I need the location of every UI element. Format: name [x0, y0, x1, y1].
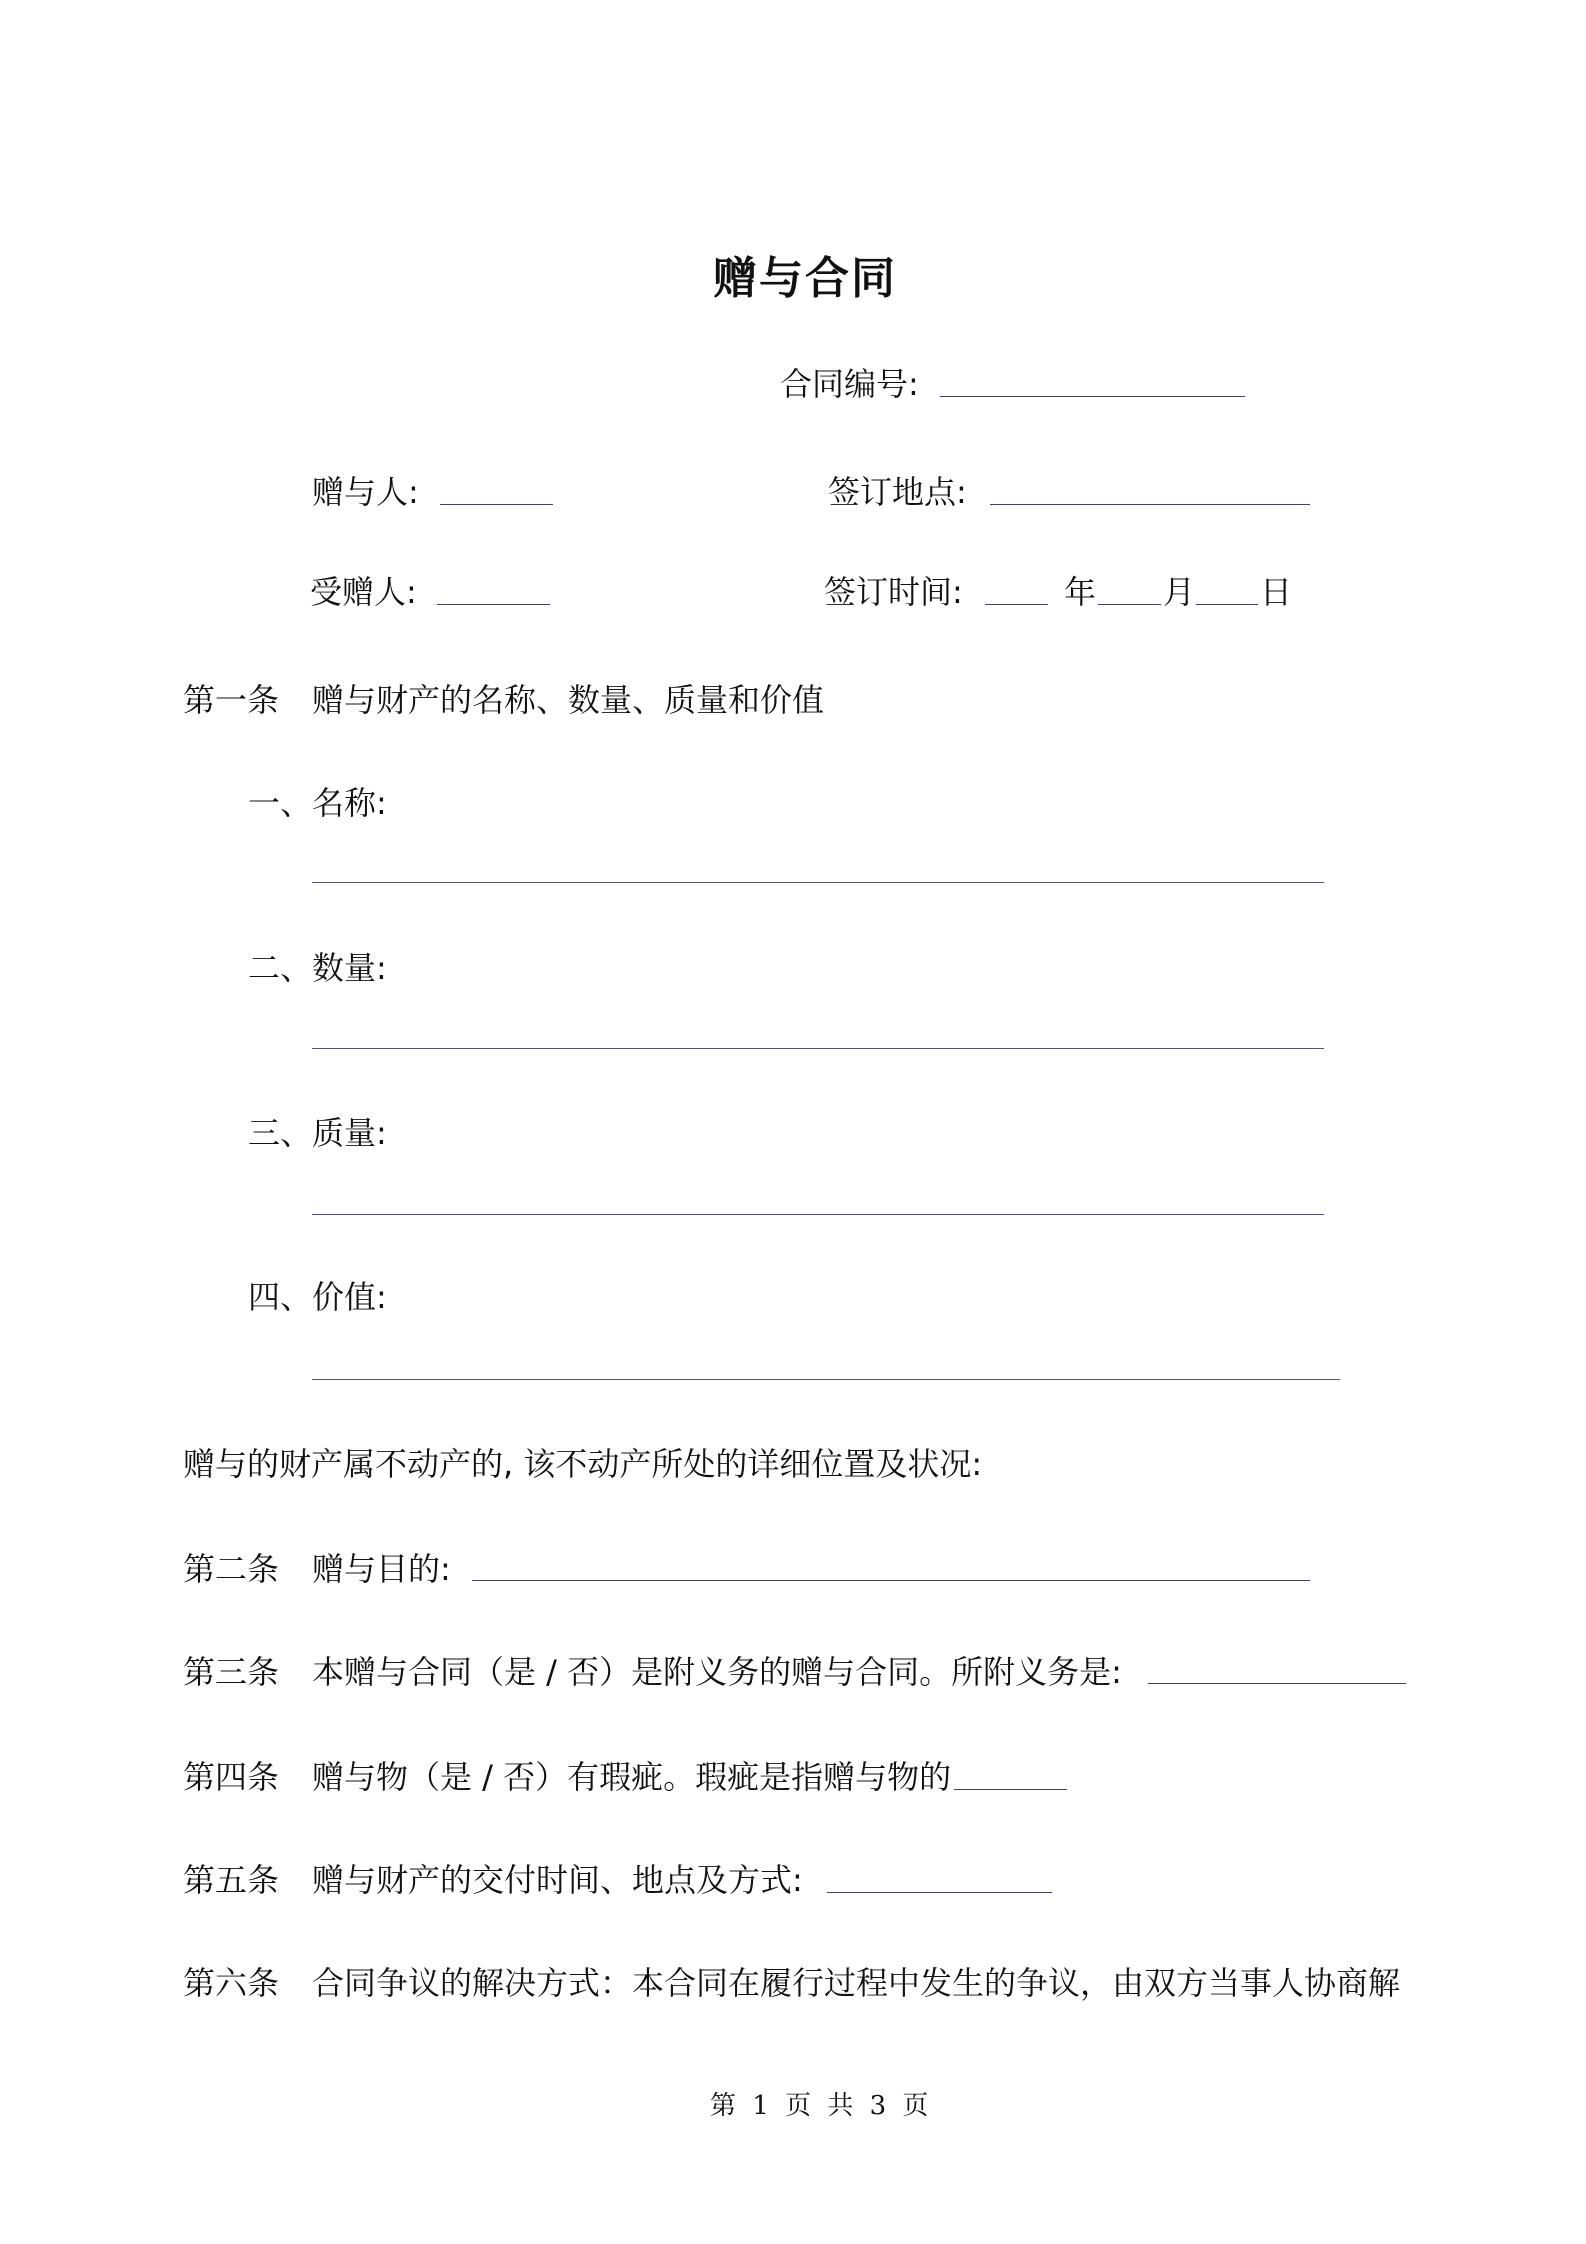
article1-number: 第一条: [183, 681, 280, 719]
contract-number-field[interactable]: [940, 396, 1245, 397]
article6-text: 合同争议的解决方式：本合同在履行过程中发生的争议，由双方当事人协商解: [312, 1964, 1401, 2002]
item-quantity-line[interactable]: [312, 1048, 1324, 1049]
donor-field[interactable]: [440, 504, 553, 505]
sign-year-unit: 年: [1064, 573, 1097, 611]
item-quantity-label: 二、数量:: [248, 949, 387, 987]
item-quality-label: 三、质量:: [248, 1114, 387, 1152]
sign-day-field[interactable]: [1196, 604, 1258, 605]
sign-day-unit: 日: [1260, 573, 1293, 611]
article3-number: 第三条: [183, 1653, 280, 1691]
article5-number: 第五条: [183, 1861, 280, 1899]
article2-number: 第二条: [183, 1550, 280, 1588]
item-quality-line[interactable]: [312, 1214, 1324, 1215]
item-name-line[interactable]: [312, 882, 1324, 883]
item-value-label: 四、价值:: [248, 1278, 387, 1316]
article2-field[interactable]: [472, 1580, 1310, 1581]
document-title: 赠与合同: [713, 253, 897, 304]
article4-text: 赠与物（是 / 否）有瑕疵。瑕疵是指赠与物的: [312, 1758, 952, 1796]
sign-place-field[interactable]: [990, 504, 1310, 505]
donor-label: 赠与人:: [312, 473, 419, 511]
article3-text: 本赠与合同（是 / 否）是附义务的赠与合同。所附义务是:: [312, 1653, 1122, 1691]
article6-number: 第六条: [183, 1964, 280, 2002]
article2-text: 赠与目的:: [312, 1550, 451, 1588]
donee-field[interactable]: [437, 604, 550, 605]
item-value-line[interactable]: [312, 1379, 1340, 1380]
item-name-label: 一、名称:: [248, 784, 387, 822]
article1-title: 赠与财产的名称、数量、质量和价值: [312, 681, 825, 719]
page-footer: 第 1 页 共 3 页: [710, 2091, 929, 2121]
article3-field[interactable]: [1148, 1683, 1406, 1684]
article5-text: 赠与财产的交付时间、地点及方式:: [312, 1861, 803, 1899]
article4-number: 第四条: [183, 1758, 280, 1796]
sign-place-label: 签订地点:: [828, 473, 967, 511]
donee-label: 受赠人:: [310, 573, 417, 611]
sign-year-field[interactable]: [985, 604, 1048, 605]
article4-field[interactable]: [954, 1789, 1067, 1790]
article5-field[interactable]: [827, 1892, 1052, 1893]
sign-time-label: 签订时间:: [824, 573, 963, 611]
contract-number-label: 合同编号:: [780, 365, 919, 403]
sign-month-unit: 月: [1163, 573, 1196, 611]
real-estate-note: 赠与的财产属不动产的, 该不动产所处的详细位置及状况:: [183, 1445, 983, 1483]
sign-month-field[interactable]: [1098, 604, 1161, 605]
